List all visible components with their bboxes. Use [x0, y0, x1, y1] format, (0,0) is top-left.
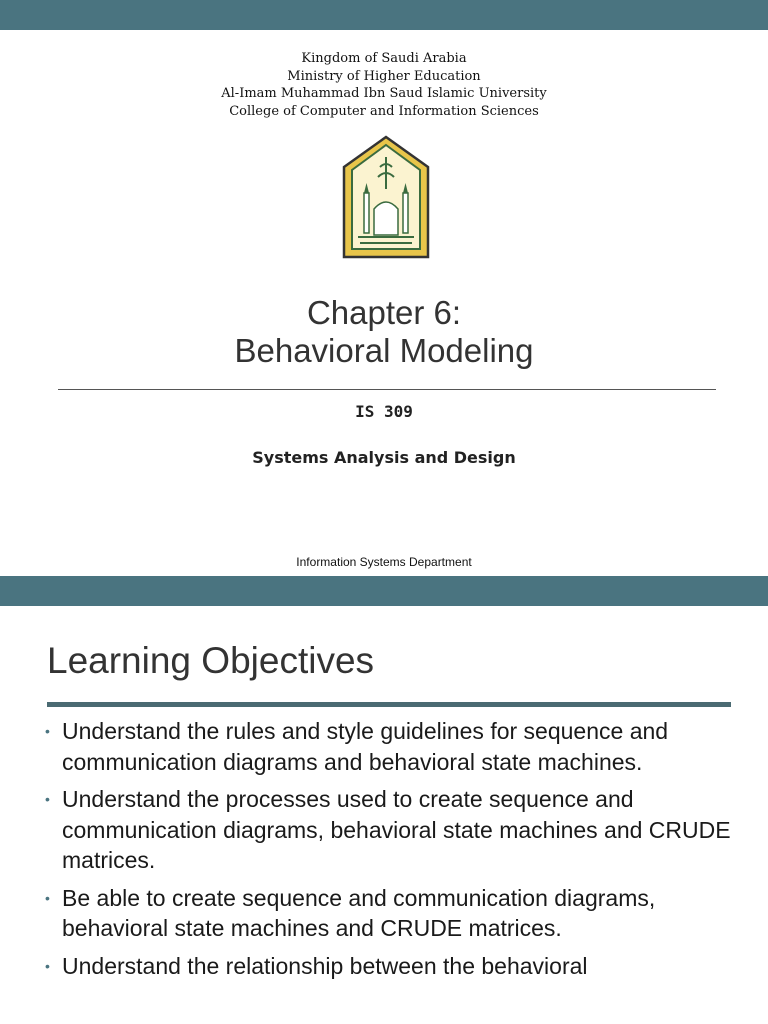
chapter-title — [0, 294, 768, 370]
objective-text: Understand the processes used to create sequence and communication diagrams, behavioral state machines and CRUDE matrices. — [62, 786, 731, 873]
bullet-icon: • — [45, 957, 50, 974]
objective-text: Be able to create sequence and communication diagrams, behavioral state machines and CRUDE matrices. — [62, 884, 656, 941]
course-code: IS 309 — [355, 402, 413, 421]
objective-text: Understand the relationship between the behavioral — [62, 952, 588, 979]
title-divider — [58, 389, 716, 390]
header-line-university: Al-Imam Muhammad Ibn Saud Islamic University — [221, 86, 547, 101]
department-label: Information Systems Department — [296, 555, 472, 569]
header-line-ministry: Ministry of Higher Education — [287, 68, 481, 84]
university-emblem-icon — [340, 135, 432, 263]
bullet-icon: • — [45, 791, 50, 807]
bullet-icon: • — [45, 723, 50, 739]
objective-item — [44, 716, 734, 777]
objectives-title-rule — [47, 702, 731, 707]
top-band — [0, 0, 768, 30]
course-name: Systems Analysis and Design — [252, 448, 516, 467]
objective-item — [44, 883, 734, 944]
chapter-number: Chapter 6: — [306, 294, 462, 331]
header-line-college: College of Computer and Information Sciences — [229, 103, 539, 119]
slide-separator-band — [0, 576, 768, 606]
objective-item — [44, 784, 734, 876]
institution-header — [0, 50, 768, 120]
header-line-kingdom: Kingdom of Saudi Arabia — [301, 51, 467, 66]
chapter-name: Behavioral Modeling — [234, 332, 534, 369]
objectives-list — [44, 716, 734, 988]
objective-item — [44, 951, 734, 982]
objective-text: Understand the rules and style guidelines for sequence and communication diagrams and behavioral state machines. — [62, 718, 669, 775]
bullet-icon: • — [45, 889, 50, 906]
objectives-title: Learning Objectives — [47, 640, 375, 681]
